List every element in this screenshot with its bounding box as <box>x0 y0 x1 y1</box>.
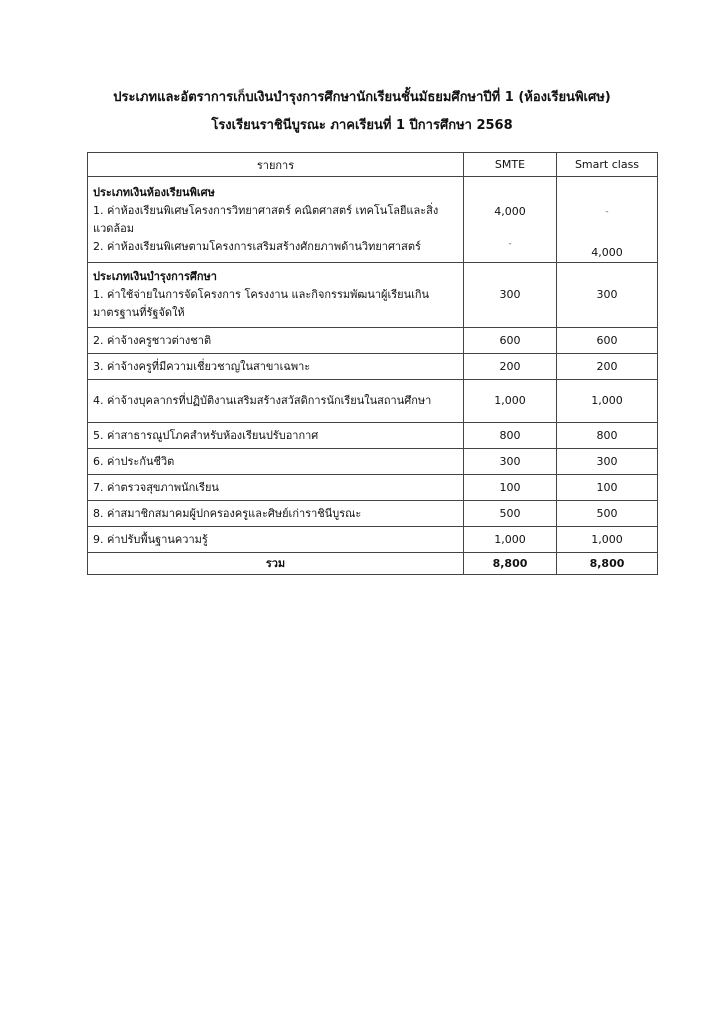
value: 4,000 <box>494 205 526 218</box>
item-label: 9. ค่าปรับพื้นฐานความรู้ <box>88 527 464 553</box>
item-label: 1. ค่าใช้จ่ายในการจัดโครงการ โครงงาน และกิจกรรมพัฒนาผู้เรียนเกินมาตรฐานที่รัฐจัดให้ <box>93 288 430 319</box>
table-row <box>88 475 658 501</box>
total-label: รวม <box>88 553 464 575</box>
item-label: 1. ค่าห้องเรียนพิเศษโครงการวิทยาศาสตร์ คณิตศาสตร์ เทคโนโลยีและสิ่งแวดล้อม <box>93 203 439 235</box>
smte-cell: 300 <box>464 263 557 328</box>
smte-cell: 800 <box>464 423 557 449</box>
item-label: 8. ค่าสมาชิกสมาคมผู้ปกครองครูและศิษย์เก่าราชินีบูรณะ <box>88 501 464 527</box>
smart-cell: 200 <box>557 354 658 380</box>
item-label: 5. ค่าสาธารณูปโภคสำหรับห้องเรียนปรับอากาศ <box>88 423 464 449</box>
smte-cell: 1,000 <box>464 380 557 423</box>
table-header-row <box>88 153 658 177</box>
group-heading: ประเภทเงินห้องเรียนพิเศษ <box>93 185 215 199</box>
header-item: รายการ <box>88 153 464 177</box>
smart-cell: 500 <box>557 501 658 527</box>
smte-cell <box>464 177 557 263</box>
table-row <box>88 380 658 423</box>
item-label: 2. ค่าห้องเรียนพิเศษตามโครงการเสริมสร้างศักยภาพด้านวิทยาศาสตร์ <box>93 239 421 253</box>
smart-cell: 800 <box>557 423 658 449</box>
smte-cell: 200 <box>464 354 557 380</box>
group-heading: ประเภทเงินบำรุงการศึกษา <box>93 270 217 283</box>
smart-cell <box>557 177 658 263</box>
item-label: 4. ค่าจ้างบุคลากรที่ปฏิบัติงานเสริมสร้างสวัสดิการนักเรียนในสถานศึกษา <box>88 380 464 423</box>
value: 4,000 <box>591 246 623 259</box>
document-title: ประเภทและอัตราการเก็บเงินบำรุงการศึกษานักเรียนชั้นมัธยมศึกษาปีที่ 1 (ห้องเรียนพิเศษ) <box>113 90 611 105</box>
document-subtitle: โรงเรียนราชินีบูรณะ ภาคเรียนที่ 1 ปีการศึกษา 2568 <box>211 118 513 133</box>
smte-cell: 300 <box>464 449 557 475</box>
item-label: 3. ค่าจ้างครูที่มีความเชี่ยวชาญในสาขาเฉพาะ <box>88 354 464 380</box>
smart-cell: 300 <box>557 449 658 475</box>
table-row <box>88 423 658 449</box>
group-cell <box>88 263 464 328</box>
total-row <box>88 553 658 575</box>
item-label: 7. ค่าตรวจสุขภาพนักเรียน <box>88 475 464 501</box>
value: - <box>605 207 609 217</box>
total-smart-class: 8,800 <box>557 553 658 575</box>
group-cell <box>88 177 464 263</box>
table-row <box>88 177 658 263</box>
table-row <box>88 501 658 527</box>
smte-cell: 500 <box>464 501 557 527</box>
smart-cell: 300 <box>557 263 658 328</box>
table-row <box>88 354 658 380</box>
fee-table <box>87 152 658 575</box>
smart-cell: 100 <box>557 475 658 501</box>
smart-cell: 1,000 <box>557 380 658 423</box>
smart-cell: 600 <box>557 328 658 354</box>
header-smart-class: Smart class <box>557 153 658 177</box>
total-smte: 8,800 <box>464 553 557 575</box>
smte-cell: 1,000 <box>464 527 557 553</box>
table-row <box>88 527 658 553</box>
smart-cell: 1,000 <box>557 527 658 553</box>
table-row <box>88 449 658 475</box>
table-row <box>88 263 658 328</box>
value: - <box>508 239 512 249</box>
header-smte: SMTE <box>464 153 557 177</box>
item-label: 2. ค่าจ้างครูชาวต่างชาติ <box>88 328 464 354</box>
smte-cell: 100 <box>464 475 557 501</box>
smte-cell: 600 <box>464 328 557 354</box>
table-row <box>88 328 658 354</box>
item-label: 6. ค่าประกันชีวิต <box>88 449 464 475</box>
